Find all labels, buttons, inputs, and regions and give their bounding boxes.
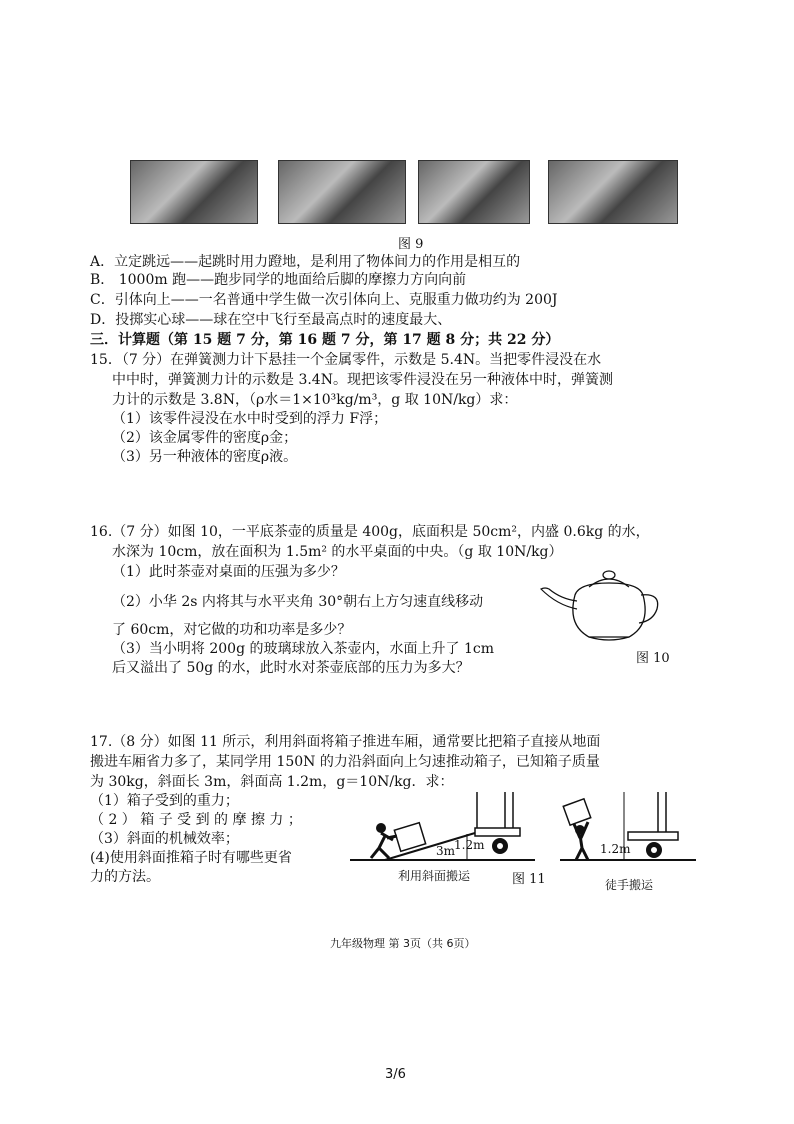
q15-line-2: 中中时，弹簧测力计的示数是 3.4N。现把该零件浸没在另一种液体中时，弹簧测 — [112, 372, 613, 388]
by-hand-figure — [558, 790, 698, 870]
figure11-left-label: 利用斜面搬运 — [398, 869, 471, 883]
section-heading: 三．计算题（第 15 题 7 分，第 16 题 7 分，第 17 题 8 分；共 22 分） — [90, 332, 560, 348]
q17-sub-1: （1）箱子受到的重力； — [90, 793, 239, 809]
option-d: D．投掷实心球——球在空中飞行至最高点时的速度最大、 — [90, 312, 452, 328]
figure11-caption: 图 11 — [512, 872, 546, 887]
q17-line-2: 搬进车厢省力多了，某同学用 150N 的力沿斜面向上匀速推动箱子，已知箱子质量 — [90, 754, 600, 770]
option-b: B． 1000m 跑——跑步同学的地面给后脚的摩擦力方向向前 — [90, 272, 467, 288]
q15-sub-1: （1）该零件浸没在水中时受到的浮力 F浮； — [112, 411, 388, 427]
teapot-lid-knob — [603, 571, 615, 579]
q16-sub-2: （2）小华 2s 内将其与水平夹角 30°朝右上方匀速直线移动 — [112, 594, 484, 610]
truck-wheel-right-hub — [651, 847, 657, 853]
slope-length-label: 3m — [436, 844, 456, 858]
q15-line-3: 力计的示数是 3.8N，（ρ水＝1×10³kg/m³，g 取 10N/kg）求： — [112, 392, 518, 408]
q16-sub-3: （3）当小明将 200g 的玻璃球放入茶壶内，水面上升了 1cm — [112, 641, 494, 657]
q16-sub-2b: 了 60cm，对它做的功和功率是多少？ — [112, 622, 352, 638]
teapot-spout — [541, 588, 577, 609]
figure11-right-label: 徒手搬运 — [605, 878, 654, 892]
q15-sub-3: （3）另一种液体的密度ρ液。 — [112, 449, 298, 465]
truck-wheel-hub — [497, 843, 503, 849]
q17-line-1: 17.（8 分）如图 11 所示，利用斜面将箱子推进车厢，通常要比把箱子直接从地面 — [90, 734, 601, 750]
q16-sub-1: （1）此时茶壶对桌面的压强为多少？ — [112, 564, 345, 580]
box-right — [563, 799, 591, 825]
q17-sub-2: （ 2 ） 箱 子 受 到 的 摩 擦 力 ； — [90, 812, 302, 828]
q16-sub-3b: 后又溢出了 50g 的水，此时水对茶壶底部的压力为多大？ — [112, 660, 470, 676]
truck-bed — [475, 828, 520, 836]
height-left-label: 1.2m — [454, 838, 485, 852]
figure9-photo-long-jump — [130, 160, 258, 224]
figure9-caption: 图 9 — [398, 237, 424, 252]
ramp-figure — [345, 790, 540, 870]
person-head — [376, 823, 386, 833]
page-number: 3/6 — [385, 1067, 406, 1082]
q16-line-2: 水深为 10cm，放在面积为 1.5m² 的水平桌面的中央。（g 取 10N/kg） — [112, 544, 563, 560]
teapot-figure — [535, 565, 665, 645]
page-footer: 九年级物理 第 3页（共 6页） — [330, 937, 476, 950]
figure9-photo-pull-up — [418, 160, 530, 224]
q17-line-3: 为 30kg，斜面长 3m，斜面高 1.2m，g＝10N/kg．求： — [90, 774, 454, 790]
height-right-label: 1.2m — [600, 842, 631, 856]
q17-sub-5: 力的方法。 — [90, 869, 160, 885]
q15-sub-2: （2）该金属零件的密度ρ金； — [112, 430, 298, 446]
figure9-photo-shot-put — [548, 160, 678, 224]
truck-bed-right — [628, 832, 678, 840]
teapot-body — [573, 583, 645, 637]
option-c: C．引体向上——一名普通中学生做一次引体向上、克服重力做功约为 200J — [90, 292, 558, 308]
q17-sub-4: (4)使用斜面推箱子时有哪些更省 — [90, 850, 292, 866]
teapot-handle — [639, 595, 658, 623]
person-body — [371, 833, 397, 858]
q15-line-1: 15．（7 分）在弹簧测力计下悬挂一个金属零件，示数是 5.4N。当把零件浸没在水 — [90, 352, 602, 368]
box — [394, 823, 425, 852]
q17-sub-3: （3）斜面的机械效率； — [90, 831, 239, 847]
figure10-caption: 图 10 — [636, 651, 670, 666]
figure9-photo-running — [278, 160, 406, 224]
q16-line-1: 16.（7 分）如图 10，一平底茶壶的质量是 400g，底面积是 50cm²，内盛 0.6kg 的水， — [90, 524, 650, 540]
option-a: A．立定跳远——起跳时用力蹬地，是利用了物体间力的作用是相互的 — [90, 254, 521, 270]
